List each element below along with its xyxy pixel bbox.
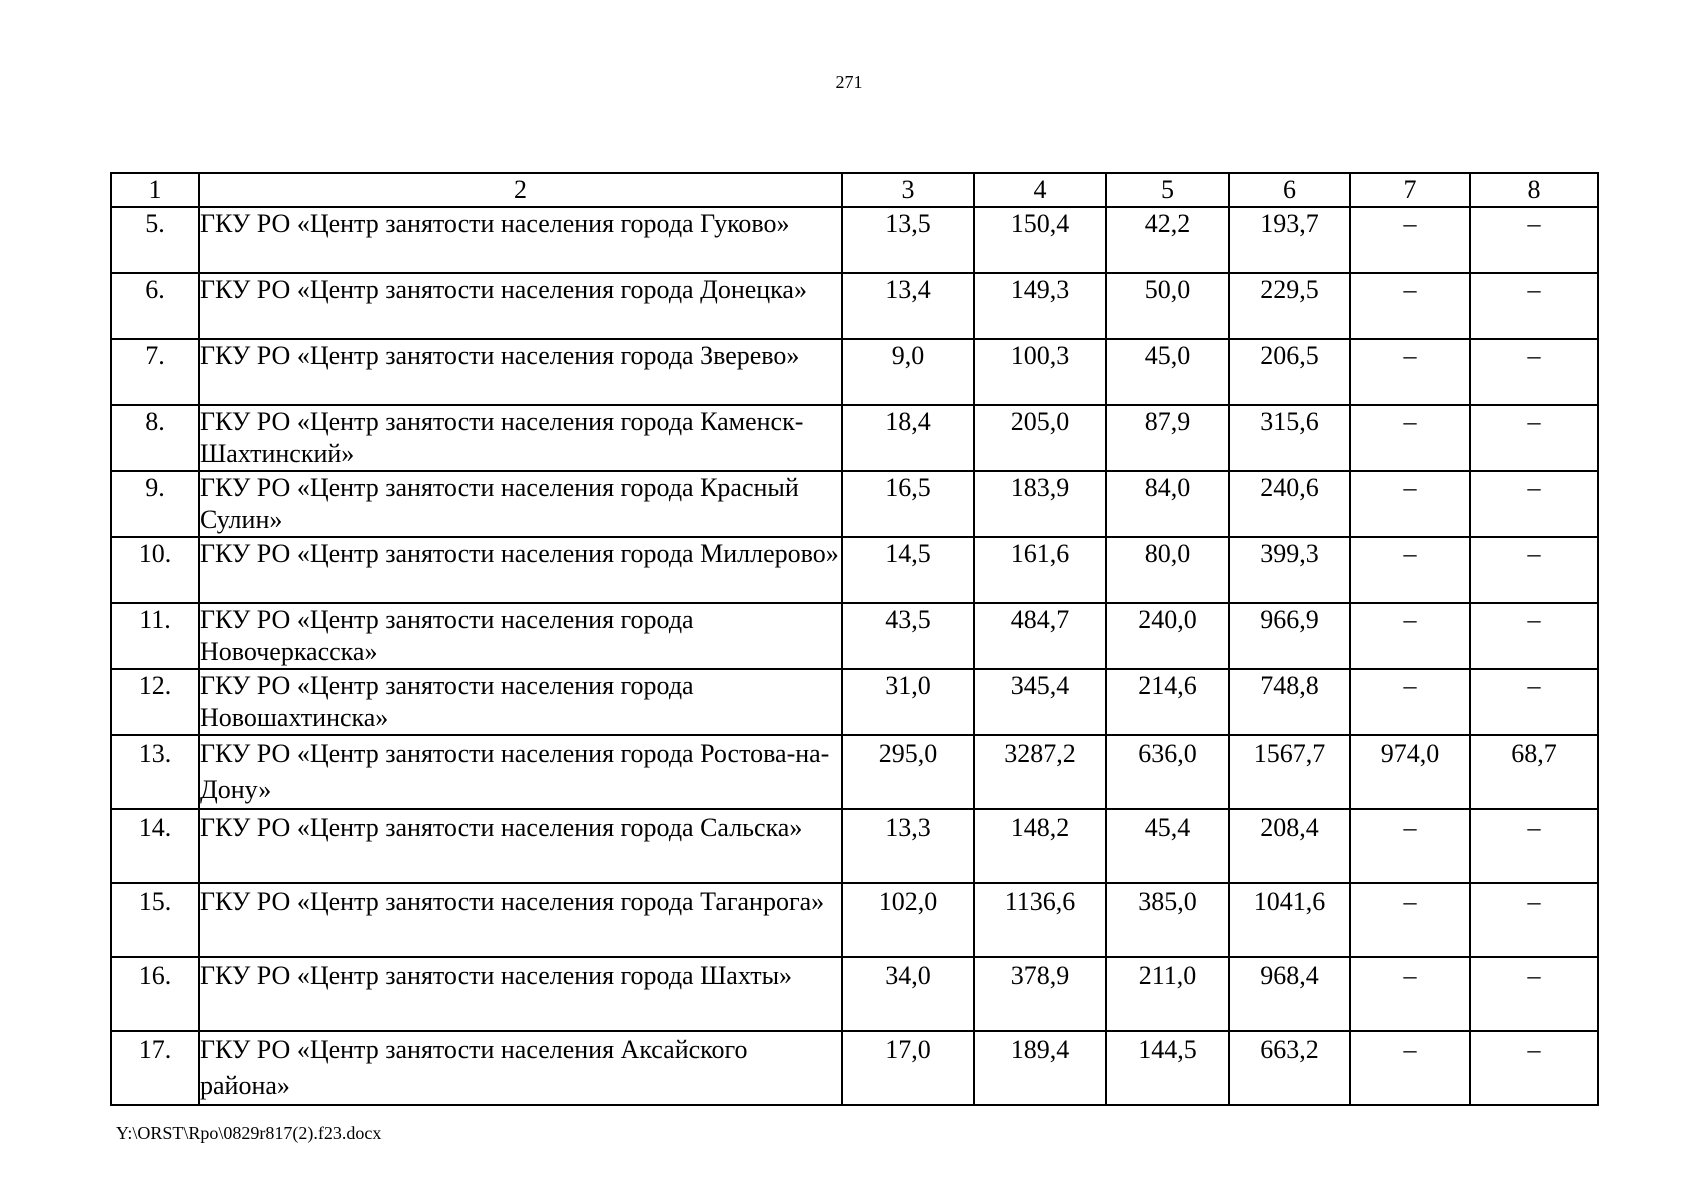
- value-cell-c8: –: [1470, 207, 1598, 273]
- value-cell-c4: 100,3: [974, 339, 1106, 405]
- table-row: [111, 1031, 1598, 1105]
- organization-name: ГКУ РО «Центр занятости населения города Новошахтинска»: [199, 669, 842, 735]
- row-number: 13.: [111, 735, 199, 809]
- value-cell-c6: 748,8: [1229, 669, 1350, 735]
- row-number: 11.: [111, 603, 199, 669]
- organization-name: ГКУ РО «Центр занятости населения города Шахты»: [199, 957, 842, 1031]
- value-cell-c4: 205,0: [974, 405, 1106, 471]
- value-cell-c4: 161,6: [974, 537, 1106, 603]
- value-cell-c5: 80,0: [1106, 537, 1229, 603]
- value-cell-c6: 229,5: [1229, 273, 1350, 339]
- table-row: [111, 957, 1598, 1031]
- value-cell-c4: 148,2: [974, 809, 1106, 883]
- value-cell-c4: 3287,2: [974, 735, 1106, 809]
- table-row: [111, 339, 1598, 405]
- table-row: [111, 669, 1598, 735]
- value-cell-c7: –: [1350, 471, 1470, 537]
- row-number: 9.: [111, 471, 199, 537]
- value-cell-c4: 183,9: [974, 471, 1106, 537]
- value-cell-c8: –: [1470, 809, 1598, 883]
- value-cell-c3: 31,0: [842, 669, 974, 735]
- table-row: [111, 273, 1598, 339]
- value-cell-c5: 240,0: [1106, 603, 1229, 669]
- row-number: 5.: [111, 207, 199, 273]
- organization-name: ГКУ РО «Центр занятости населения города Миллерово»: [199, 537, 842, 603]
- value-cell-c7: –: [1350, 883, 1470, 957]
- table-row: [111, 405, 1598, 471]
- value-cell-c3: 17,0: [842, 1031, 974, 1105]
- table-row: [111, 471, 1598, 537]
- value-cell-c3: 14,5: [842, 537, 974, 603]
- value-cell-c8: –: [1470, 883, 1598, 957]
- table-row: [111, 537, 1598, 603]
- value-cell-c4: 345,4: [974, 669, 1106, 735]
- header-cell: 4: [974, 173, 1106, 207]
- value-cell-c3: 13,4: [842, 273, 974, 339]
- value-cell-c7: –: [1350, 603, 1470, 669]
- value-cell-c8: –: [1470, 1031, 1598, 1105]
- value-cell-c7: –: [1350, 339, 1470, 405]
- table-row: [111, 207, 1598, 273]
- table-body: [111, 173, 1598, 1105]
- value-cell-c8: –: [1470, 273, 1598, 339]
- value-cell-c7: –: [1350, 207, 1470, 273]
- value-cell-c7: –: [1350, 273, 1470, 339]
- value-cell-c3: 16,5: [842, 471, 974, 537]
- value-cell-c3: 102,0: [842, 883, 974, 957]
- value-cell-c5: 211,0: [1106, 957, 1229, 1031]
- value-cell-c5: 144,5: [1106, 1031, 1229, 1105]
- value-cell-c5: 214,6: [1106, 669, 1229, 735]
- row-number: 10.: [111, 537, 199, 603]
- value-cell-c8: –: [1470, 603, 1598, 669]
- header-cell: 5: [1106, 173, 1229, 207]
- row-number: 17.: [111, 1031, 199, 1105]
- value-cell-c7: –: [1350, 1031, 1470, 1105]
- organization-name: ГКУ РО «Центр занятости населения города Красный Сулин»: [199, 471, 842, 537]
- value-cell-c8: –: [1470, 471, 1598, 537]
- row-number: 7.: [111, 339, 199, 405]
- value-cell-c6: 399,3: [1229, 537, 1350, 603]
- row-number: 6.: [111, 273, 199, 339]
- value-cell-c6: 240,6: [1229, 471, 1350, 537]
- row-number: 12.: [111, 669, 199, 735]
- value-cell-c8: –: [1470, 669, 1598, 735]
- header-cell: 1: [111, 173, 199, 207]
- value-cell-c5: 87,9: [1106, 405, 1229, 471]
- table-row: [111, 603, 1598, 669]
- value-cell-c3: 13,5: [842, 207, 974, 273]
- value-cell-c5: 84,0: [1106, 471, 1229, 537]
- value-cell-c6: 1567,7: [1229, 735, 1350, 809]
- organization-name: ГКУ РО «Центр занятости населения города Таганрога»: [199, 883, 842, 957]
- page-number: 271: [835, 72, 863, 92]
- value-cell-c7: –: [1350, 957, 1470, 1031]
- value-cell-c6: 206,5: [1229, 339, 1350, 405]
- organization-name: ГКУ РО «Центр занятости населения города Гуково»: [199, 207, 842, 273]
- value-cell-c5: 45,0: [1106, 339, 1229, 405]
- value-cell-c4: 150,4: [974, 207, 1106, 273]
- organization-name: ГКУ РО «Центр занятости населения города Ростова-на-Дону»: [199, 735, 842, 809]
- value-cell-c6: 315,6: [1229, 405, 1350, 471]
- organization-name: ГКУ РО «Центр занятости населения города Зверево»: [199, 339, 842, 405]
- value-cell-c6: 968,4: [1229, 957, 1350, 1031]
- value-cell-c8: –: [1470, 957, 1598, 1031]
- value-cell-c7: –: [1350, 405, 1470, 471]
- value-cell-c7: –: [1350, 537, 1470, 603]
- organization-name: ГКУ РО «Центр занятости населения города Сальска»: [199, 809, 842, 883]
- table-row: [111, 809, 1598, 883]
- value-cell-c6: 1041,6: [1229, 883, 1350, 957]
- organization-name: ГКУ РО «Центр занятости населения города Донецка»: [199, 273, 842, 339]
- header-cell: 2: [199, 173, 842, 207]
- value-cell-c3: 295,0: [842, 735, 974, 809]
- table-row: [111, 883, 1598, 957]
- row-number: 14.: [111, 809, 199, 883]
- value-cell-c7: –: [1350, 669, 1470, 735]
- value-cell-c4: 189,4: [974, 1031, 1106, 1105]
- value-cell-c4: 1136,6: [974, 883, 1106, 957]
- value-cell-c6: 208,4: [1229, 809, 1350, 883]
- value-cell-c5: 50,0: [1106, 273, 1229, 339]
- header-cell: 3: [842, 173, 974, 207]
- value-cell-c8: –: [1470, 537, 1598, 603]
- organization-name: ГКУ РО «Центр занятости населения города Новочеркасска»: [199, 603, 842, 669]
- value-cell-c8: 68,7: [1470, 735, 1598, 809]
- header-row: [111, 173, 1598, 207]
- value-cell-c6: 193,7: [1229, 207, 1350, 273]
- value-cell-c5: 42,2: [1106, 207, 1229, 273]
- value-cell-c5: 636,0: [1106, 735, 1229, 809]
- value-cell-c6: 966,9: [1229, 603, 1350, 669]
- table-row: [111, 735, 1598, 809]
- row-number: 15.: [111, 883, 199, 957]
- value-cell-c6: 663,2: [1229, 1031, 1350, 1105]
- header-cell: 7: [1350, 173, 1470, 207]
- value-cell-c3: 43,5: [842, 603, 974, 669]
- value-cell-c3: 13,3: [842, 809, 974, 883]
- row-number: 8.: [111, 405, 199, 471]
- header-cell: 8: [1470, 173, 1598, 207]
- value-cell-c5: 45,4: [1106, 809, 1229, 883]
- value-cell-c8: –: [1470, 405, 1598, 471]
- value-cell-c7: –: [1350, 809, 1470, 883]
- value-cell-c4: 149,3: [974, 273, 1106, 339]
- footer-file-path: Y:\ORST\Rpo\0829r817(2).f23.docx: [116, 1123, 382, 1143]
- value-cell-c3: 34,0: [842, 957, 974, 1031]
- value-cell-c3: 18,4: [842, 405, 974, 471]
- organization-name: ГКУ РО «Центр занятости населения города Каменск-Шахтинский»: [199, 405, 842, 471]
- value-cell-c3: 9,0: [842, 339, 974, 405]
- row-number: 16.: [111, 957, 199, 1031]
- organization-name: ГКУ РО «Центр занятости населения Аксайского района»: [199, 1031, 842, 1105]
- value-cell-c8: –: [1470, 339, 1598, 405]
- value-cell-c4: 484,7: [974, 603, 1106, 669]
- value-cell-c5: 385,0: [1106, 883, 1229, 957]
- data-table: [110, 172, 1599, 1106]
- value-cell-c7: 974,0: [1350, 735, 1470, 809]
- value-cell-c4: 378,9: [974, 957, 1106, 1031]
- header-cell: 6: [1229, 173, 1350, 207]
